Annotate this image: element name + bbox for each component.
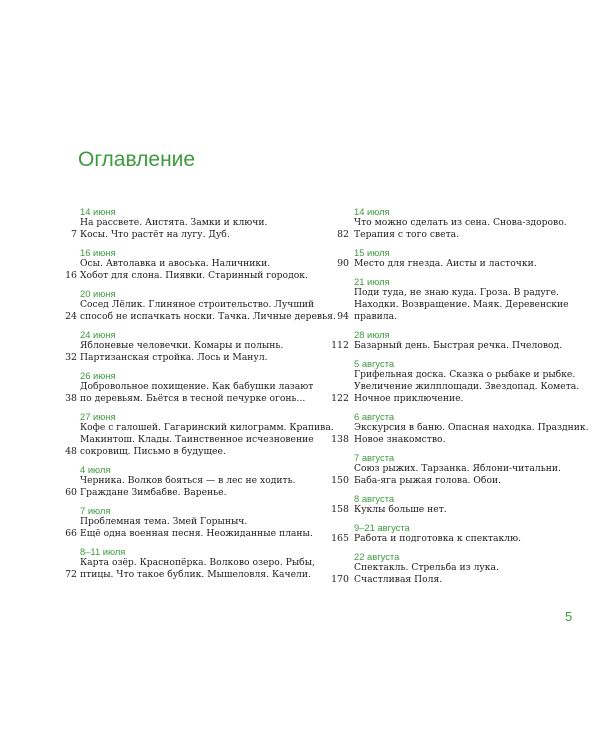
toc-entry[interactable] <box>65 411 334 459</box>
toc-entry-date: 20 июня <box>80 288 116 299</box>
toc-entry-text: птицы. Что такое бублик. Мышеловля. Качели. <box>80 569 311 581</box>
toc-entry-date: 9–21 августа <box>354 521 410 533</box>
page-title: Оглавление <box>78 148 196 171</box>
toc-left-column <box>65 206 336 587</box>
toc-entry-text: Ещё одна военная песня. Неожиданные планы. <box>80 528 313 540</box>
toc-entry-text: правила. <box>354 311 398 323</box>
toc-entry-text: Поди туда, не знаю куда. Гроза. В радуге. <box>354 286 559 298</box>
toc-entry-text: Грифельная доска. Сказка о рыбаке и рыбке. <box>354 368 576 380</box>
toc-entry-page-number: 158 <box>331 504 349 515</box>
toc-entry-page-number: 122 <box>331 393 349 405</box>
toc-entry-page-number: 112 <box>331 340 349 351</box>
toc-entry-date: 6 августа <box>354 411 395 422</box>
toc-entry[interactable] <box>337 206 584 241</box>
toc-entry-text: Партизанская стройка. Лось и Манул. <box>80 352 268 364</box>
toc-entry-text: Макинтош. Клады. Таинственное исчезновение <box>80 434 314 446</box>
toc-entry[interactable] <box>331 357 584 406</box>
toc-entry-text: Осы. Автолавка и авоська. Наличники. <box>80 258 271 269</box>
toc-entry-text: Ночное приключение. <box>354 393 464 405</box>
toc-entry[interactable] <box>331 411 589 446</box>
toc-entry-text: Увеличение жилплощади. Звездопад. Комета. <box>354 381 580 392</box>
toc-entry[interactable] <box>65 247 310 282</box>
toc-entry-text: Черника. Волков бояться — в лес не ходить. <box>80 475 296 487</box>
toc-entry-text: На рассвете. Аистята. Замки и ключи. <box>80 217 268 228</box>
toc-entry[interactable] <box>65 505 313 540</box>
toc-entry[interactable] <box>331 329 584 352</box>
toc-entry-page-number: 16 <box>65 270 77 282</box>
toc-entry[interactable] <box>71 206 310 241</box>
toc-entry-date: 8 августа <box>354 493 395 504</box>
toc-entry-page-number: 38 <box>65 393 77 405</box>
toc-entry-page-number: 24 <box>65 311 77 323</box>
toc-entry[interactable] <box>65 464 310 499</box>
toc-entry-date: 8–11 июля <box>80 546 126 558</box>
toc-entry-text: Новое знакомство. <box>354 434 446 446</box>
toc-entry-page-number: 66 <box>65 528 77 540</box>
toc-entry[interactable] <box>65 546 315 581</box>
toc-entry-text: Баба-яга рыжая голова. Обои. <box>354 475 502 487</box>
toc-entry-page-number: 72 <box>65 569 77 581</box>
toc-entry[interactable] <box>337 275 584 324</box>
toc-entry-text: Сосед Лёлик. Глиняное строительство. Лучший <box>80 299 315 310</box>
toc-entry-date: 14 июля <box>354 206 390 217</box>
toc-entry-text: Добровольное похищение. Как бабушки лазают <box>80 381 314 392</box>
toc-entry-text: Яблоневые человечки. Комары и полынь. <box>80 340 284 351</box>
toc-entry-page-number: 7 <box>71 229 77 241</box>
toc-entry-text: Место для гнезда. Аисты и ласточки. <box>354 258 537 269</box>
toc-entry-page-number: 32 <box>65 352 77 364</box>
toc-entry-text: Находки. Возвращение. Маяк. Деревенские <box>354 299 569 310</box>
toc-entry-date: 21 июля <box>354 275 390 287</box>
toc-entry[interactable] <box>331 493 584 516</box>
toc-entry[interactable] <box>331 521 584 545</box>
toc-entry-date: 4 июля <box>80 464 111 476</box>
toc-entry-page-number: 150 <box>331 475 349 487</box>
toc-entry-date: 26 июня <box>80 370 116 381</box>
toc-entry-text: Карта озёр. Краснопёрка. Волково озеро. Рыбы, <box>80 557 315 569</box>
toc-entry-page-number: 170 <box>331 573 349 585</box>
toc-entry-page-number: 90 <box>337 258 349 269</box>
toc-entry-text: по деревьям. Бьётся в тесной печурке огонь... <box>80 393 306 405</box>
toc-entry-text: Спектакль. Стрельба из лука. <box>354 561 499 573</box>
toc-entry-text: Кофе с галошей. Гагаринский килограмм. Крапива. <box>80 422 334 433</box>
toc-entry-page-number: 94 <box>337 311 349 323</box>
toc-entry-date: 16 июня <box>80 247 116 258</box>
toc-right-column <box>331 206 589 592</box>
toc-entry-date: 27 июня <box>80 411 116 422</box>
toc-entry-date: 7 августа <box>354 452 395 463</box>
toc-entry-text: Счастливая Поля. <box>354 573 443 585</box>
toc-entry-page-number: 60 <box>65 487 77 499</box>
toc-entry-date: 24 июня <box>80 329 116 340</box>
toc-entry[interactable] <box>65 288 336 323</box>
toc-entry-page-number: 82 <box>337 229 349 241</box>
toc-entry-text: Работа и подготовка к спектаклю. <box>354 532 521 544</box>
toc-entry-date: 5 августа <box>354 357 395 369</box>
toc-entry-text: сокровищ. Письмо в будущее. <box>80 446 226 458</box>
toc-entry[interactable] <box>337 247 584 270</box>
toc-entry[interactable] <box>65 370 314 405</box>
toc-entry-date: 22 августа <box>354 550 400 562</box>
toc-entry-page-number: 138 <box>331 434 349 446</box>
toc-entry-text: Терапия с того света. <box>354 229 460 241</box>
toc-entry-page-number: 48 <box>65 446 77 458</box>
toc-entry-text: Базарный день. Быстрая речка. Пчеловод. <box>354 340 563 351</box>
toc-entry-date: 15 июля <box>354 247 390 258</box>
toc-entry-text: Граждане Зимбабве. Варенье. <box>80 487 227 499</box>
toc-entry-date: 14 июня <box>80 206 116 217</box>
page-number: 5 <box>565 609 573 624</box>
toc-entry-date: 7 июля <box>80 505 111 517</box>
toc-entry-page-number: 165 <box>331 532 349 544</box>
toc-entry-text: Что можно сделать из сена. Снова-здорово. <box>354 217 567 228</box>
toc-entry[interactable] <box>331 452 584 487</box>
toc-entry-date: 28 июля <box>354 329 390 340</box>
toc-entry[interactable] <box>65 329 310 364</box>
toc-entry-text: способ не испачкать носки. Тачка. Личные деревья. <box>80 311 336 323</box>
toc-entry-text: Косы. Что растёт на лугу. Дуб. <box>80 229 230 241</box>
toc-entry[interactable] <box>331 550 584 586</box>
toc-entry-text: Экскурсия в баню. Опасная находка. Праздник. <box>354 422 589 433</box>
toc-entry-text: Хобот для слона. Пиявки. Старинный городок. <box>80 270 308 282</box>
toc-entry-text: Куклы больше нет. <box>354 504 447 515</box>
toc-entry-text: Союз рыжих. Тарзанка. Яблони-читальни. <box>354 463 561 474</box>
toc-entry-text: Проблемная тема. Змей Горыныч. <box>80 516 248 528</box>
